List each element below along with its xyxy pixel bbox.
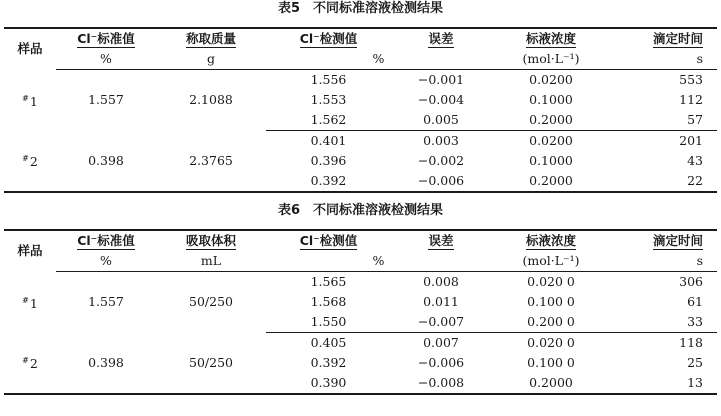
time-value: 13: [611, 373, 717, 394]
header-time-cell: [611, 28, 717, 49]
conc-value: 0.020 0: [527, 335, 575, 350]
error-value: 0.011: [423, 294, 459, 309]
time-value: 57: [611, 110, 717, 131]
table5-unit-row: [4, 49, 717, 70]
table5-header-row: [4, 28, 717, 49]
unit-conc: (mol·L⁻¹): [491, 49, 611, 70]
table-row: [4, 70, 717, 91]
time-value: 22: [611, 171, 717, 192]
time-value: 118: [679, 335, 703, 350]
detected-value: 1.556: [310, 72, 347, 87]
detected-value: 0.396: [310, 153, 347, 168]
detected-value: 0.401: [310, 133, 347, 148]
sample-id: [4, 272, 56, 333]
header-sample: 样品: [4, 230, 56, 272]
sample-mark: #: [22, 356, 29, 366]
header-conc-cell: [491, 28, 611, 49]
header-mass-cell: [156, 28, 266, 49]
sample-num: 1: [29, 295, 38, 311]
header-time: 滴定时间: [652, 31, 703, 46]
header-cl-det: Cl⁻检测值: [299, 31, 358, 46]
error-value: −0.001: [417, 72, 465, 87]
mass-value: 2.1088: [189, 92, 233, 108]
unit-pct: %: [266, 49, 491, 70]
detected-value: 0.390: [266, 373, 391, 394]
table5-caption: 表5 不同标准溶液检测结果: [277, 1, 444, 16]
header-time: 滴定时间: [652, 233, 703, 248]
sample-num: 1: [29, 93, 38, 109]
sample-mark: #: [22, 295, 29, 305]
detected-value: 0.392: [310, 355, 347, 370]
sample-num: 2: [29, 154, 38, 170]
time-value: 201: [679, 133, 703, 148]
header-volume-cell: [156, 230, 266, 251]
conc-value: 0.1000: [529, 153, 573, 168]
conc-value: 0.2000: [491, 373, 611, 394]
cl-std-value: 0.398: [56, 333, 156, 395]
error-value: 0.005: [391, 110, 491, 131]
error-value: 0.008: [423, 274, 459, 289]
conc-value: 0.200 0: [491, 312, 611, 333]
error-value: −0.006: [417, 355, 465, 370]
volume-value: 50/250: [156, 333, 266, 395]
time-value: 25: [687, 355, 703, 370]
header-cl-std-cell: [56, 230, 156, 251]
sample-id: [4, 70, 56, 131]
header-cl-std-cell: [56, 28, 156, 49]
unit-cl-std: %: [56, 49, 156, 70]
table-row: [4, 333, 717, 354]
header-volume: 吸取体积: [185, 233, 236, 248]
unit-pct: %: [266, 251, 491, 272]
header-conc: 标液浓度: [525, 233, 576, 248]
sample-id: [4, 333, 56, 395]
detected-value: 1.553: [310, 92, 347, 107]
table5: [4, 27, 717, 193]
error-value: 0.003: [423, 133, 459, 148]
header-mass: 称取质量: [185, 31, 236, 46]
time-value: 33: [611, 312, 717, 333]
cl-std-value: 1.557: [88, 294, 124, 310]
error-value: −0.004: [417, 92, 465, 107]
cl-std-value: 0.398: [56, 131, 156, 193]
volume-value: 50/250: [189, 294, 233, 310]
time-value: 43: [687, 153, 703, 168]
detected-value: 0.405: [310, 335, 347, 350]
conc-value: 0.020 0: [527, 274, 575, 289]
header-sample: 样品: [4, 28, 56, 70]
sample-mark: #: [22, 93, 29, 103]
header-conc: 标液浓度: [525, 31, 576, 46]
detected-value: 1.565: [310, 274, 347, 289]
error-value: −0.006: [391, 171, 491, 192]
table6-caption: 表6 不同标准溶液检测结果: [277, 203, 444, 218]
table6-header-row: [4, 230, 717, 251]
header-error-cell: [391, 28, 491, 49]
time-value: 306: [679, 274, 703, 289]
header-error-cell: [391, 230, 491, 251]
header-error: 误差: [428, 31, 454, 46]
error-value: −0.002: [417, 153, 465, 168]
time-value: 112: [679, 92, 703, 107]
conc-value: 0.2000: [491, 110, 611, 131]
header-cl-det-cell: [266, 28, 391, 49]
detected-value: 1.568: [310, 294, 347, 309]
error-value: 0.007: [423, 335, 459, 350]
error-value: −0.008: [391, 373, 491, 394]
table-row: [4, 131, 717, 152]
time-value: 61: [687, 294, 703, 309]
header-cl-std: Cl⁻标准值: [77, 233, 135, 248]
table-row: [4, 272, 717, 293]
header-cl-std: Cl⁻标准值: [77, 31, 135, 46]
error-value: −0.007: [391, 312, 491, 333]
conc-value: 0.100 0: [527, 355, 575, 370]
detected-value: 0.392: [266, 171, 391, 192]
time-value: 553: [679, 72, 703, 87]
sample-num: 2: [29, 356, 38, 372]
header-cl-det-cell: [266, 230, 391, 251]
sample-mark: #: [22, 154, 29, 164]
table6-unit-row: [4, 251, 717, 272]
detected-value: 1.562: [266, 110, 391, 131]
unit-conc: (mol·L⁻¹): [491, 251, 611, 272]
cl-std-value: 1.557: [88, 92, 124, 108]
table6: [4, 229, 717, 395]
detected-value: 1.550: [266, 312, 391, 333]
header-error: 误差: [428, 233, 454, 248]
header-time-cell: [611, 230, 717, 251]
unit-time: s: [611, 251, 717, 272]
unit-cl-std: %: [56, 251, 156, 272]
header-cl-det: Cl⁻检测值: [299, 233, 358, 248]
mass-value: 2.3765: [156, 131, 266, 193]
header-conc-cell: [491, 230, 611, 251]
unit-time: s: [611, 49, 717, 70]
unit-mass: g: [156, 49, 266, 70]
unit-volume: mL: [156, 251, 266, 272]
conc-value: 0.1000: [529, 92, 573, 107]
conc-value: 0.2000: [491, 171, 611, 192]
conc-value: 0.0200: [529, 72, 573, 87]
conc-value: 0.0200: [529, 133, 573, 148]
sample-id: [4, 131, 56, 193]
conc-value: 0.100 0: [527, 294, 575, 309]
